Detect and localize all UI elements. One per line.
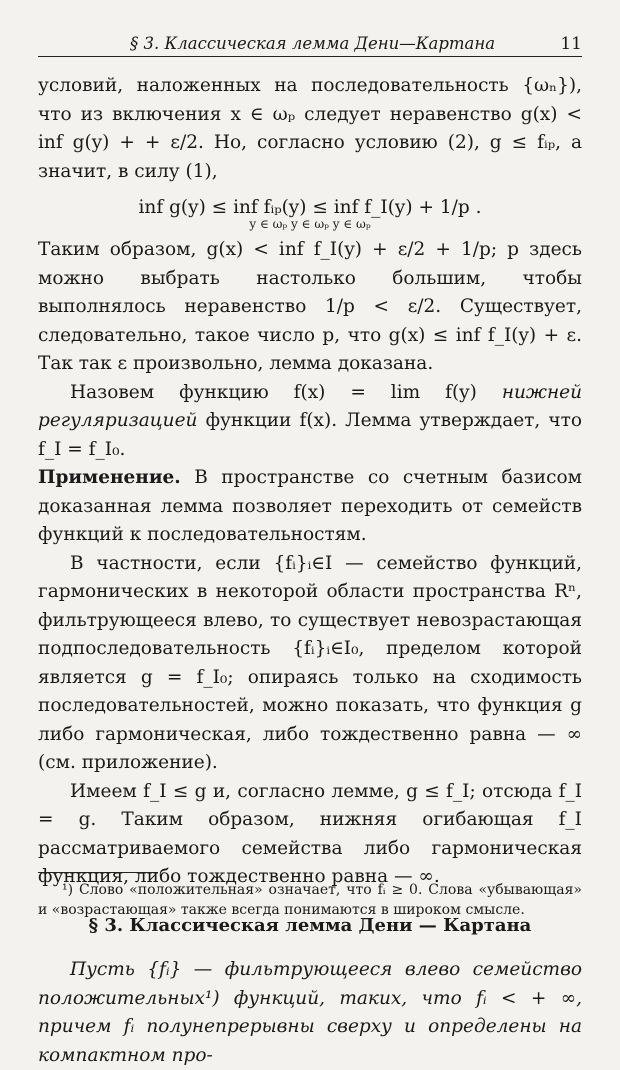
defined-term: нижней регуляризацией <box>38 381 582 431</box>
footnote: ¹) Слово «положительная» означает, что fᵢ ≥ 0. Слова «убывающая» и «возрастающая» также всегда понимаются в широком смысле. <box>38 882 582 918</box>
paragraph-application <box>38 464 582 550</box>
paragraph-particular: В частности, если {fᵢ}ᵢ∈I — семейство функций, гармонических в некоторой области пространства Rⁿ, фильтрующееся влево, то существует невозрастающая подпоследовательность {fᵢ}ᵢ∈I₀, пределом которой является g = f_I₀; опираясь только на сходимость последовательностей, можно показать, что функция g либо гармоническая, либо тождественно равна — ∞ (см. приложение). <box>38 552 582 773</box>
paragraph-conclusion: Имеем f_I ≤ g и, согласно лемме, g ≤ f_I; отсюда f_I = g. Таким образом, нижняя огибающая f_I рассматриваемого семейства либо гармоническая функция, либо тождественно равна — ∞. <box>38 780 582 887</box>
paragraph-proof-end: Таким образом, g(x) < inf f_I(y) + ε/2 + 1/p; p здесь можно выбрать настолько большим, чтобы выполнялось неравенство 1/p < ε/2. Существует, следовательно, такое число p, что g(x) ≤ inf f_I(y) + ε. Так так ε произвольно, лемма доказана. <box>38 239 582 374</box>
text-line: + ε/2. Но, согласно условию (2), g ≤ f <box>144 132 544 153</box>
page-number: 11 <box>560 34 582 54</box>
definition-text-end: функции f(x). Лемма утверждает, что f_I = f_I₀. <box>38 410 582 460</box>
display-formula <box>38 192 582 230</box>
paragraph-definition <box>38 379 582 465</box>
definition-text: Назовем функцию f(x) = lim f(y) <box>70 381 502 403</box>
formula-subscripts: y ∈ ωₚ y ∈ ωₚ y ∈ ωₚ <box>249 217 371 231</box>
application-text: В пространстве со счетным базисом доказанная лемма позволяет переходить от семейств функций к последовательностям. <box>38 467 582 545</box>
paragraph-section-start: Пусть {fᵢ} — фильтрующееся влево семейство положительных¹) функций, таких, что fᵢ < + ∞, причем fᵢ полунепрерывны сверху и определены на компактном про- <box>38 959 582 1066</box>
running-header <box>38 32 582 57</box>
formula-main: inf g(y) ≤ inf fᵢₚ(y) ≤ inf f_I(y) + 1/p . <box>138 197 482 218</box>
main-text <box>38 72 582 1070</box>
text-line: ᵢₚ, а значит, в силу (1), <box>38 132 583 182</box>
footnote-rule <box>38 872 158 873</box>
application-heading: Применение. <box>38 467 181 488</box>
section-title: § 3. Классическая лемма Дени — Картана <box>88 914 532 936</box>
paragraph-continuation <box>38 72 582 186</box>
text-line: условий, наложенных на последовательность {ωₙ}), что из включения x ∈ ωₚ следует неравенство g(x) < inf g(y) + <box>38 75 582 153</box>
header-title: § 3. Классическая лемма Дени—Картана <box>130 34 496 53</box>
